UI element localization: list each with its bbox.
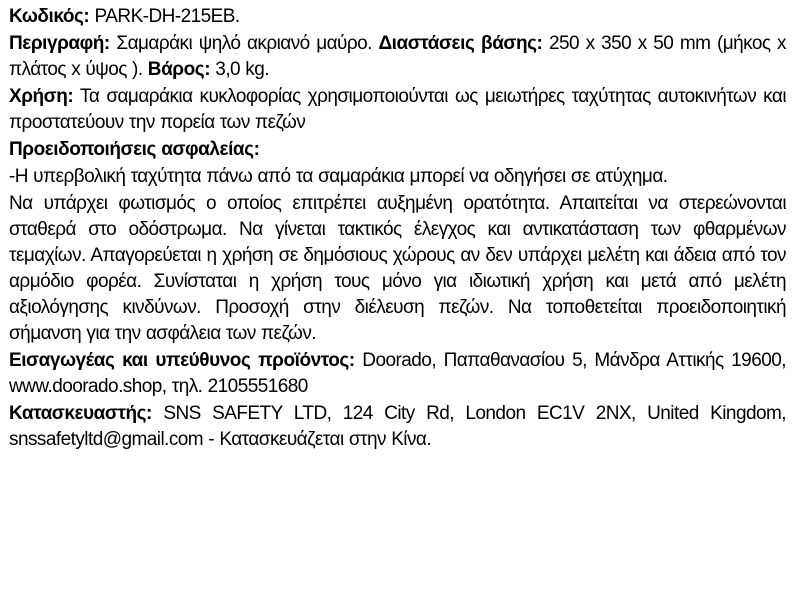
manufacturer-value: SNS SAFETY LTD, 124 City Rd, London EC1V 2NX, United Kingdom, snssafetyltd@gmail.com - Κατασκευάζεται στην Κίνα. <box>9 403 786 450</box>
warnings-heading: Προειδοποιήσεις ασφαλείας: <box>9 139 260 160</box>
warnings-heading-line <box>9 137 786 163</box>
code-label: Κωδικός: <box>9 6 90 27</box>
importer-value: Doorado, Παπαθανασίου 5, Μάνδρα Αττικής 19600, www.doorado.shop, τηλ. 2105551680 <box>9 350 786 397</box>
importer-paragraph <box>9 348 786 400</box>
manufacturer-paragraph <box>9 401 786 453</box>
description-label: Περιγραφή: <box>9 33 110 54</box>
dimensions-label: Διαστάσεις βάσης: <box>378 33 543 54</box>
manufacturer-label: Κατασκευαστής: <box>9 403 152 424</box>
code-value: PARK-DH-215EB. <box>89 6 240 27</box>
dimensions-value: 250 x 350 x 50 mm (μήκος x πλάτος x ύψος ). <box>9 33 786 80</box>
description-value: Σαμαράκι ψηλό ακριανό μαύρο. <box>109 33 379 54</box>
importer-label: Εισαγωγέας και υπεύθυνος προϊόντος: <box>9 350 355 371</box>
usage-paragraph <box>9 84 786 136</box>
warning-paragraph-1: -Η υπερβολική ταχύτητα πάνω από τα σαμαράκια μπορεί να οδηγήσει σε ατύχημα. <box>9 166 668 187</box>
weight-label: Βάρος: <box>147 59 211 80</box>
usage-value: Τα σαμαράκια κυκλοφορίας χρησιμοποιούνται ως μειωτήρες ταχύτητας αυτοκινήτων και προστατεύουν την πορεία των πεζών <box>9 86 786 133</box>
warning-paragraph-2: Να υπάρχει φωτισμός ο οποίος επιτρέπει αυξημένη ορατότητα. Απαιτείται να στερεώνονται σταθερά στο οδόστρωμα. Να γίνεται τακτικός έλεγχος και αντικατάσταση των φθαρμένων τεμαχίων. Απαγορεύεται η χρήση σε δημόσιους χώρους αν δεν υπάρχει μελέτη και άδεια από τον αρμόδιο φορέα. Συνίσταται η χρήση τους μόνο για ιδιωτική χρήση και μετά από μελέτη αξιολόγησης κινδύνων. Προσοχή στην διέλευση πεζών. Να τοποθετείται προειδοποιητική σήμανση για την ασφάλεια των πεζών. <box>9 193 786 344</box>
weight-value: 3,0 kg. <box>210 59 269 80</box>
usage-label: Χρήση: <box>9 86 74 107</box>
code-line <box>9 4 786 30</box>
description-paragraph <box>9 31 786 83</box>
